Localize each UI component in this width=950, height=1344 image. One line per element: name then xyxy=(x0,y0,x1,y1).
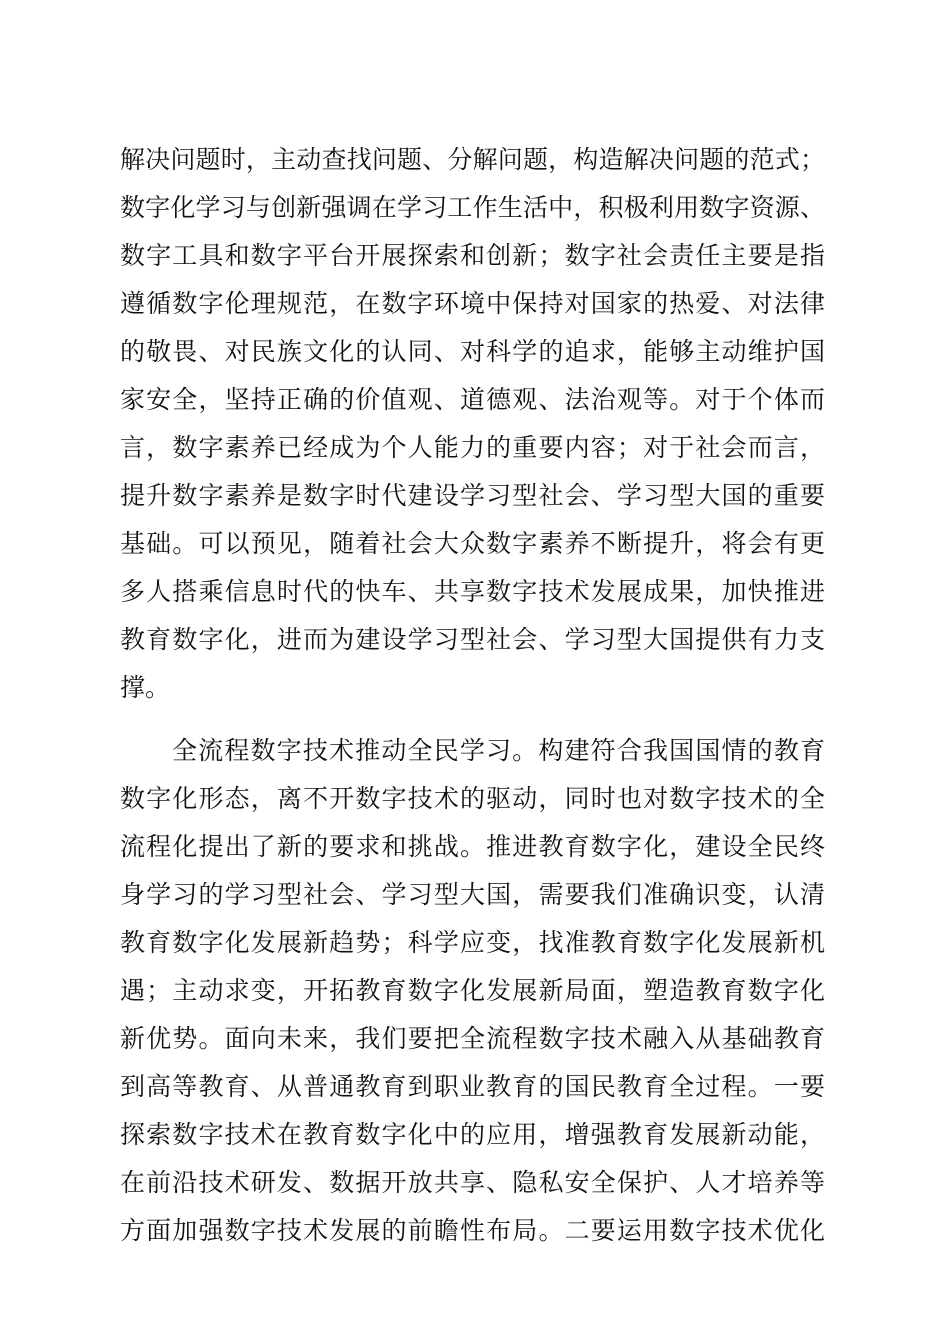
text-line: 探索数字技术在教育数字化中的应用，增强教育发展新动能， xyxy=(120,1120,825,1149)
text-line: 新优势。面向未来，我们要把全流程数字技术融入从基础教育 xyxy=(120,1024,825,1053)
text-line: 的敬畏、对民族文化的认同、对科学的追求，能够主动维护国 xyxy=(120,337,825,366)
text-line: 多人搭乘信息时代的快车、共享数字技术发展成果，加快推进 xyxy=(120,577,825,606)
text-line: 数字化形态，离不开数字技术的驱动，同时也对数字技术的全 xyxy=(120,784,825,813)
text-line: 数字工具和数字平台开展探索和创新；数字社会责任主要是指 xyxy=(120,241,825,270)
text-line: 教育数字化，进而为建设学习型社会、学习型大国提供有力支 xyxy=(120,625,825,654)
text-line: 在前沿技术研发、数据开放共享、隐私安全保护、人才培养等 xyxy=(120,1168,825,1197)
text-line: 遇；主动求变，开拓教育数字化发展新局面，塑造教育数字化 xyxy=(120,976,825,1005)
text-line: 身学习的学习型社会、学习型大国，需要我们准确识变，认清 xyxy=(120,880,825,909)
paragraph-digital-technology xyxy=(120,727,825,1255)
text-line: 家安全，坚持正确的价值观、道德观、法治观等。对于个体而 xyxy=(120,385,825,414)
body-text xyxy=(120,136,825,1255)
text-line: 提升数字素养是数字时代建设学习型社会、学习型大国的重要 xyxy=(120,481,825,510)
text-line: 言，数字素养已经成为个人能力的重要内容；对于社会而言， xyxy=(120,433,825,462)
text-line: 流程化提出了新的要求和挑战。推进教育数字化，建设全民终 xyxy=(120,832,825,861)
paragraph-heading-line: 全流程数字技术推动全民学习。构建符合我国国情的教育 xyxy=(172,736,825,765)
text-line: 数字化学习与创新强调在学习工作生活中，积极利用数字资源、 xyxy=(120,193,825,222)
text-line: 遵循数字伦理规范，在数字环境中保持对国家的热爱、对法律 xyxy=(120,289,825,318)
text-line: 到高等教育、从普通教育到职业教育的国民教育全过程。一要 xyxy=(120,1072,825,1101)
text-line: 方面加强数字技术发展的前瞻性布局。二要运用数字技术优化 xyxy=(120,1216,825,1245)
text-line: 基础。可以预见，随着社会大众数字素养不断提升，将会有更 xyxy=(120,529,825,558)
text-line: 解决问题时，主动查找问题、分解问题，构造解决问题的范式； xyxy=(120,145,825,174)
text-line: 教育数字化发展新趋势；科学应变，找准教育数字化发展新机 xyxy=(120,928,825,957)
text-line: 撑。 xyxy=(120,673,171,702)
paragraph-digital-literacy xyxy=(120,136,825,712)
